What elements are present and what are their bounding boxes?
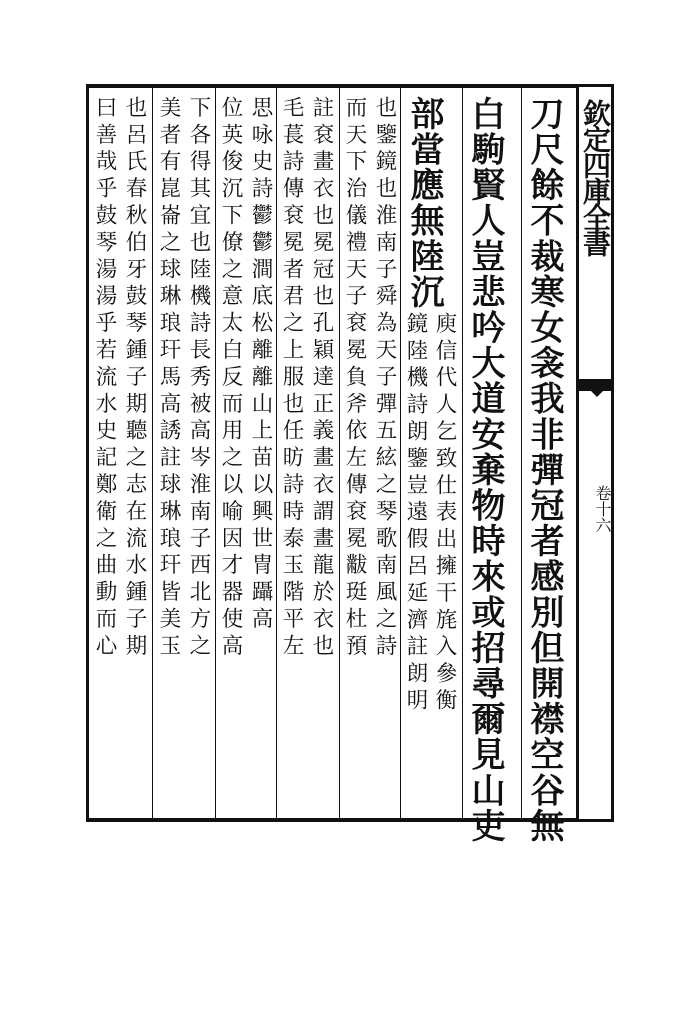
- note-column-1: 庾信代人乞致仕表出擁干旄入參衡: [432, 312, 457, 716]
- side-band-volume: 卷十六: [593, 485, 612, 533]
- note-column-2: 鏡陸機詩朗鑒豈遠假呂延濟註朗明: [403, 312, 428, 716]
- note-column-12: 曰善哉乎鼓琴湯湯乎若流水史記鄭衛之曲動而心: [92, 96, 117, 661]
- note-column-3: 也鑒鏡也淮南子舜為天子彈五絃之琴歌南風之詩: [372, 96, 397, 661]
- column-rule: [152, 88, 153, 818]
- side-band-title: 欽定四庫全書: [579, 99, 612, 255]
- fish-tail-mark: [579, 379, 611, 391]
- note-column-5: 註袞畫衣也冕冠也孔穎達正義畫衣謂畫龍於衣也: [309, 96, 334, 661]
- note-column-6: 毛萇詩傳袞冕者君之上服也任昉詩時泰玉階平左: [279, 96, 304, 661]
- note-column-10: 美者有崑崙之球琳琅玕馬高誘註球琳琅玕皆美玉: [156, 96, 181, 661]
- column-rule: [462, 88, 463, 818]
- main-text-column-2: 白駒賢人豈悲吟大道安棄物時來或招尋爾見山吏: [465, 96, 505, 844]
- column-rule: [215, 88, 216, 818]
- note-column-9: 下各得其宜也陸機詩長秀被高岑淮南子西北方之: [186, 96, 211, 661]
- column-rule: [339, 88, 340, 818]
- column-rule: [400, 88, 401, 818]
- note-column-4: 而天下治儀禮天子袞冕負斧依左傳袞冕黻珽杜預: [342, 96, 367, 661]
- main-text-column-1: 刀尺餘不裁寒女衾我非彈冠者感別但開襟空谷無: [524, 96, 564, 844]
- column-rule: [276, 88, 277, 818]
- column-rule: [521, 88, 522, 818]
- note-column-8: 位英俊沉下僚之意太白反而用之以喻因才器使高: [218, 96, 243, 661]
- side-band: [576, 84, 614, 822]
- main-text-column-3: 部當應無陸沉: [404, 96, 444, 310]
- note-column-11: 也呂氏春秋伯牙鼓琴鍾子期聽之志在流水鍾子期: [122, 96, 147, 661]
- note-column-7: 思咏史詩鬱鬱澗底松離離山上苗以興世冑躡高: [248, 96, 273, 634]
